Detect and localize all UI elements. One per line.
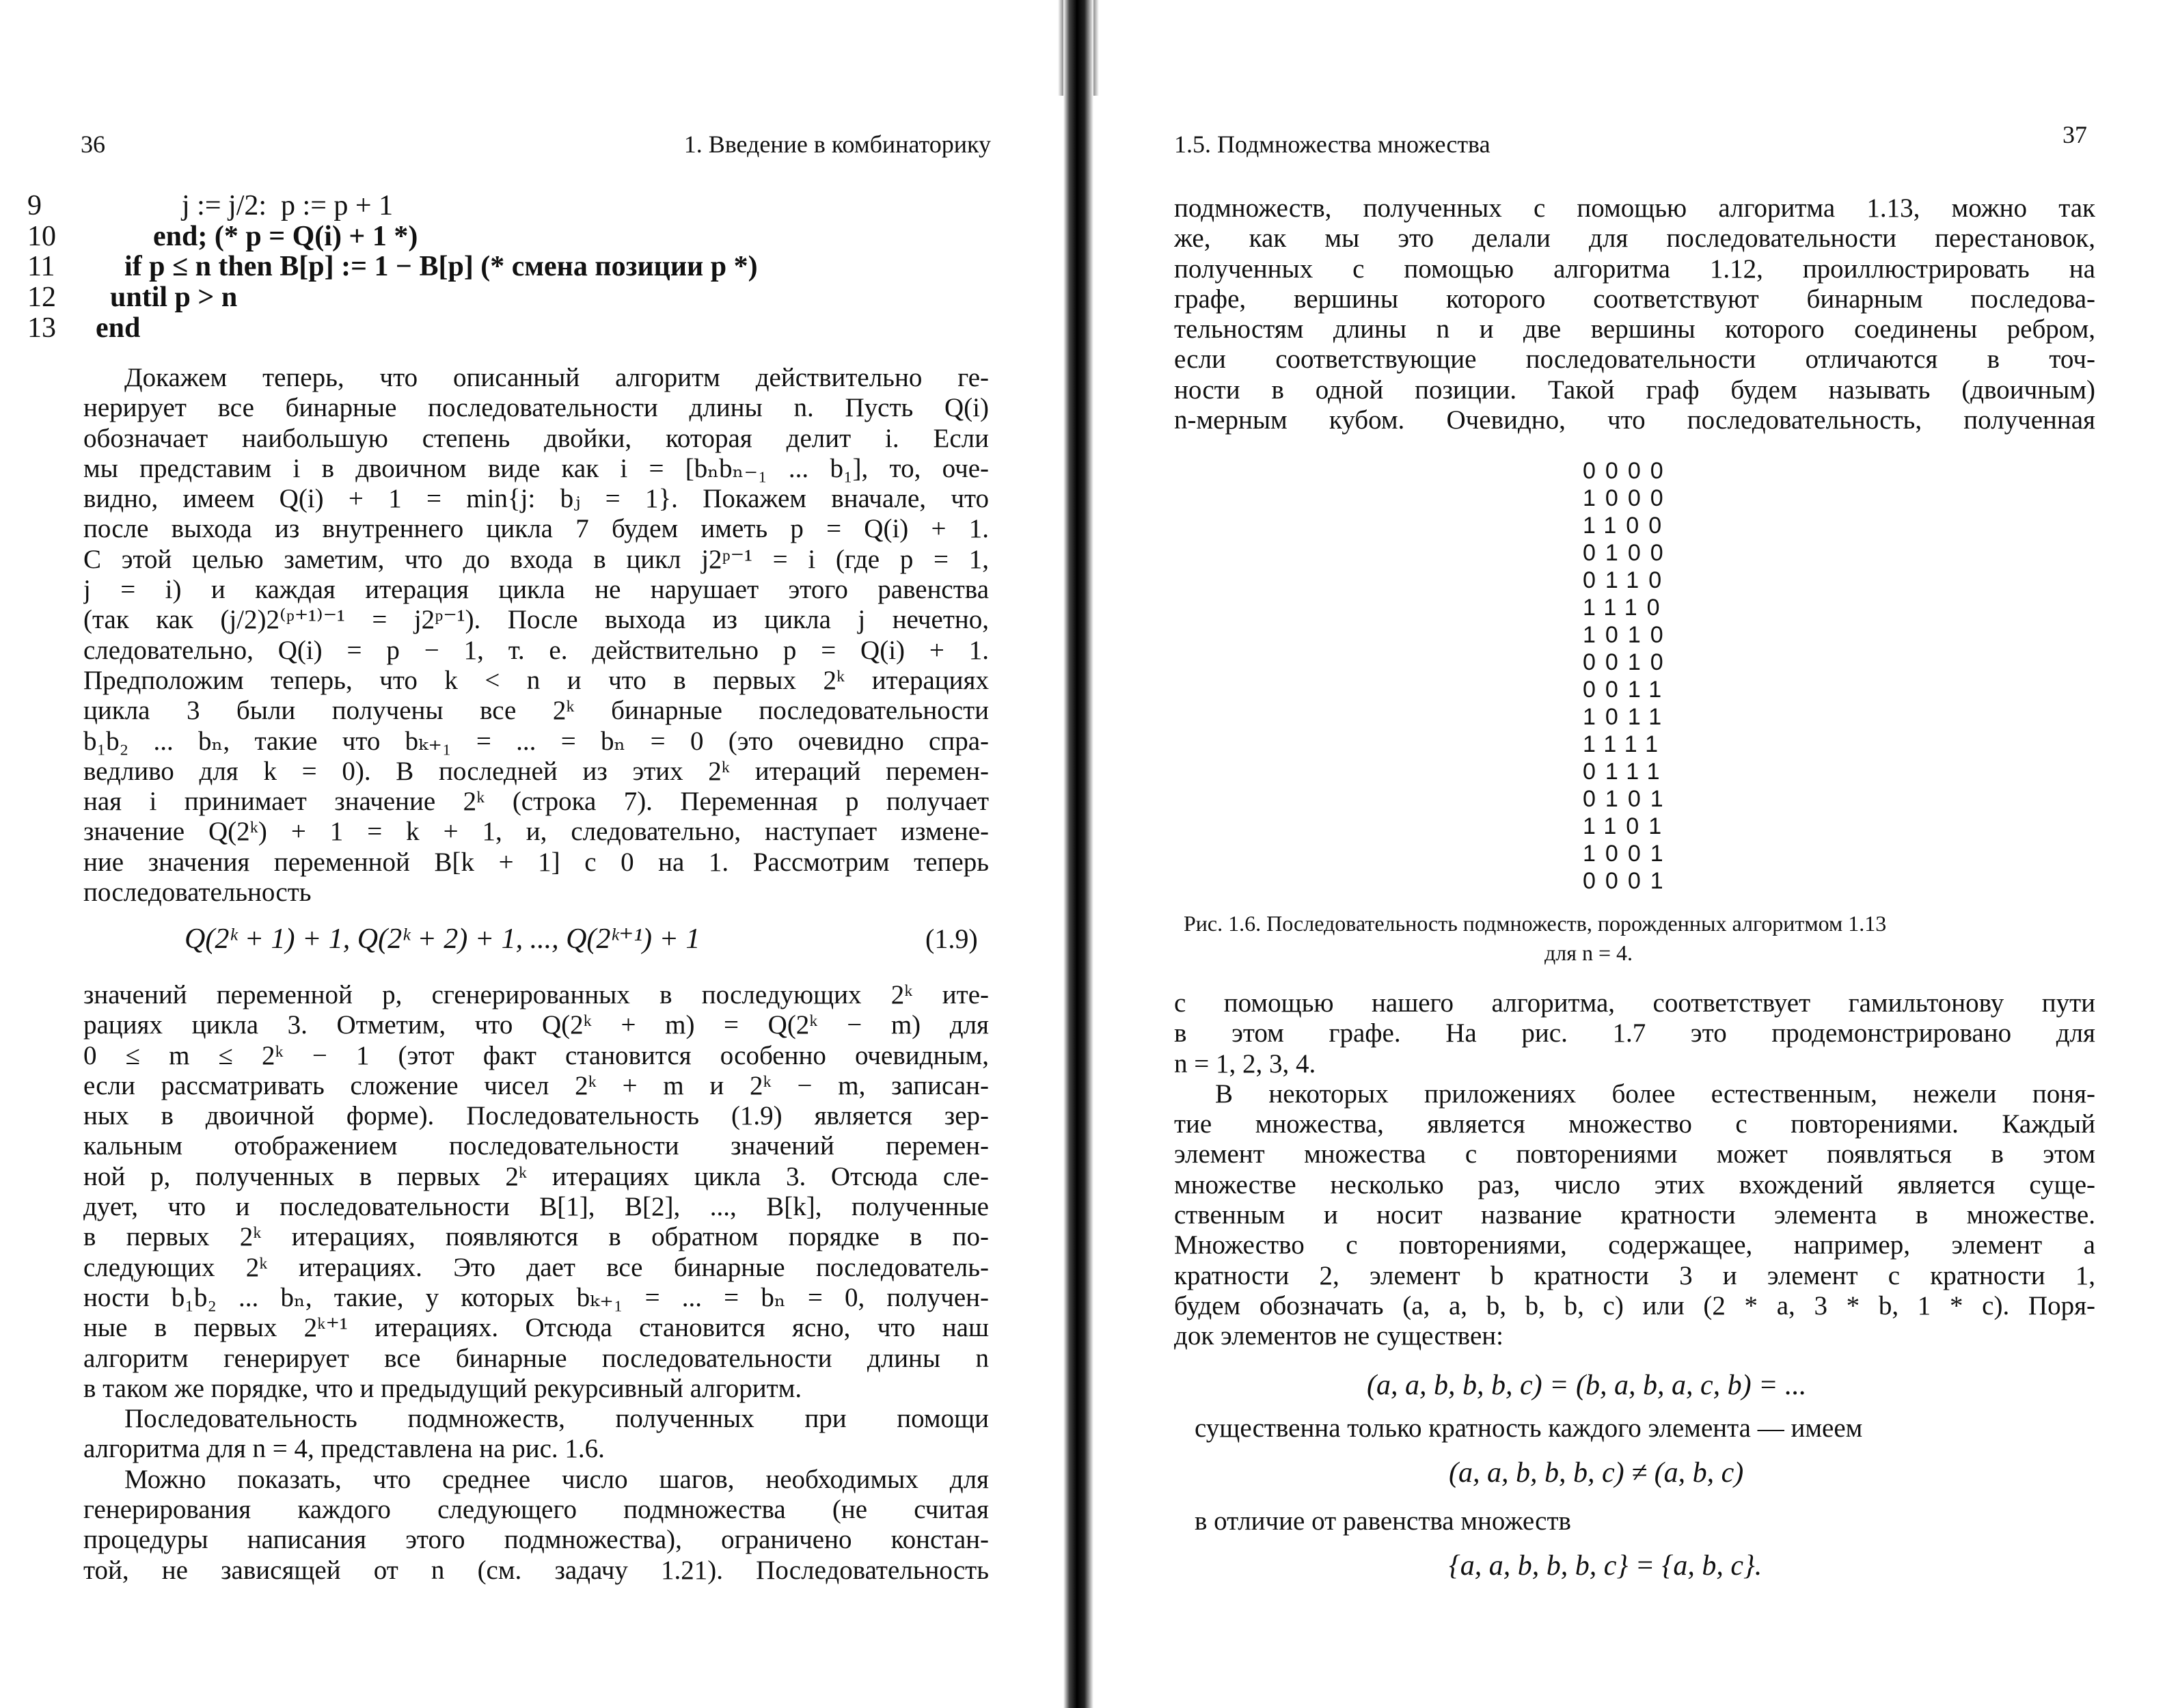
paragraph bbox=[1174, 193, 2095, 435]
figure-caption-continued: для n = 4. bbox=[1544, 940, 1633, 965]
text-line: в этом графе. На рис. 1.7 это продемонстрировано для bbox=[1174, 1018, 2095, 1048]
line-number: 13 bbox=[27, 312, 56, 344]
text-line: нерирует все бинарные последовательности длины n. Пусть Q(i) bbox=[83, 393, 989, 423]
text-line: дует, что и последовательности B[1], B[2], ..., B[k], полученные bbox=[83, 1192, 989, 1222]
text-line: ная i принимает значение 2ᵏ (строка 7). Переменная p получает bbox=[83, 787, 989, 817]
code-line bbox=[27, 191, 984, 221]
code-line bbox=[27, 282, 984, 313]
text-line: графе, вершины которого соответствуют бинарным последова- bbox=[1174, 284, 2095, 314]
text-line: значение Q(2ᵏ) + 1 = k + 1, и, следовательно, наступает измене- bbox=[83, 817, 989, 847]
text-line: ных в двоичной форме). Последовательность (1.9) является зер- bbox=[83, 1101, 989, 1131]
text-line: после выхода из внутреннего цикла 7 будем иметь p = Q(i) + 1. bbox=[83, 514, 989, 544]
text-line: ные в первых 2ᵏ⁺¹ итерациях. Отсюда становится ясно, что наш bbox=[83, 1313, 989, 1343]
text-line: n = 1, 2, 3, 4. bbox=[1174, 1048, 1316, 1079]
text-line: b₁b₂ ... bₙ, такие что bₖ₊₁ = ... = bₙ = 0 (это очевидно спра- bbox=[83, 726, 989, 756]
text-line: Последовательность подмножеств, полученных при помощи bbox=[124, 1404, 989, 1434]
left-page bbox=[0, 0, 1066, 1708]
binary-sequence-row: 1111 bbox=[1583, 731, 1668, 757]
binary-sequence-row: 1110 bbox=[1583, 595, 1670, 621]
text-line: рациях цикла 3. Отметим, что Q(2ᵏ + m) = Q(2ᵏ − m) для bbox=[83, 1010, 989, 1040]
text-line: док элементов не существен: bbox=[1174, 1321, 1503, 1351]
text-line: будем обозначать (a, a, b, b, b, c) или (2 * a, 3 * b, 1 * c). Поря- bbox=[1174, 1290, 2095, 1320]
text-line: в таком же порядке, что и предыдущий рекурсивный алгоритм. bbox=[83, 1373, 802, 1403]
text-line: если рассматривать сложение чисел 2ᵏ + m и 2ᵏ − m, записан- bbox=[83, 1070, 989, 1100]
line-number: 12 bbox=[27, 282, 56, 313]
binary-sequence-row: 0101 bbox=[1583, 786, 1673, 812]
equation-multiset-equal: (a, a, b, b, b, c) = (b, a, b, a, c, b) = ... bbox=[1367, 1370, 1807, 1401]
text-line: n-мерным кубом. Очевидно, что последовательность, полученная bbox=[1174, 405, 2095, 435]
text-line: значений переменной p, сгенерированных в последующих 2ᵏ ите- bbox=[83, 980, 989, 1009]
text-line: ведливо для k = 0). В последней из этих 2ᵏ итераций перемен- bbox=[83, 756, 989, 786]
text-line bbox=[1195, 1506, 2083, 1536]
binary-sequence-row: 1010 bbox=[1583, 622, 1673, 648]
text-line: существенна только кратность каждого элемента — имеем bbox=[1195, 1413, 1863, 1443]
line-number: 11 bbox=[27, 252, 55, 283]
text-line: следующих 2ᵏ итерациях. Это дает все бинарные последователь- bbox=[83, 1252, 989, 1282]
code-text: until p > n bbox=[96, 282, 238, 313]
text-line: кальным отображением последовательности значений перемен- bbox=[83, 1131, 989, 1161]
text-line: обозначает наибольшую степень двойки, которая делит i. Если bbox=[83, 423, 989, 453]
binary-sequence-row: 1011 bbox=[1583, 704, 1672, 730]
text-line: видно, имеем Q(i) + 1 = min{j: bⱼ = 1}. Покажем вначале, что bbox=[83, 484, 989, 514]
text-line: с помощью нашего алгоритма, соответствует гамильтонову пути bbox=[1174, 988, 2095, 1018]
code-text: end bbox=[96, 312, 141, 344]
text-line: множестве несколько раз, число этих вхождений является суще- bbox=[1174, 1169, 2095, 1199]
binary-sequence-row: 0111 bbox=[1583, 759, 1670, 785]
text-line: же, как мы это делали для последовательности перестановок, bbox=[1174, 223, 2095, 254]
page-number: 37 bbox=[2063, 121, 2087, 148]
text-line: алгоритм генерирует все бинарные последовательности длины n bbox=[83, 1343, 989, 1373]
text-line: если соответствующие последовательности отличаются в точ- bbox=[1174, 344, 2095, 375]
text-line: ственным и носит название кратности элемента в множестве. bbox=[1174, 1200, 2095, 1230]
equation-multiset-not-equal: (a, a, b, b, b, c) ≠ (a, b, c) bbox=[1449, 1457, 1744, 1489]
text-line: В некоторых приложениях более естественным, нежели поня- bbox=[1215, 1079, 2095, 1109]
line-number: 10 bbox=[27, 221, 56, 252]
running-head: 1.5. Подмножества множества bbox=[1174, 131, 1490, 158]
text-line: полученных с помощью алгоритма 1.12, проиллюстрировать на bbox=[1174, 254, 2095, 284]
figure-1-6-binary-sequence bbox=[1583, 457, 1673, 895]
binary-sequence-row: 0000 bbox=[1583, 458, 1673, 484]
binary-sequence-row: 0110 bbox=[1583, 567, 1672, 593]
binary-sequence-row: 0011 bbox=[1583, 677, 1672, 703]
text-line: процедуры написания этого подмножества), ограничено констан- bbox=[83, 1525, 989, 1555]
line-number: 9 bbox=[27, 191, 42, 221]
binary-sequence-row: 0100 bbox=[1583, 540, 1673, 566]
text-line: элемент множества с повторениями может появляться в этом bbox=[1174, 1139, 2095, 1169]
text-line: (так как (j/2)2⁽ᵖ⁺¹⁾⁻¹ = j2ᵖ⁻¹). После выхода из цикла j нечетно, bbox=[83, 605, 989, 635]
paragraph bbox=[1174, 988, 2095, 1352]
text-line bbox=[1195, 1413, 2083, 1443]
text-line: ной p, полученных в первых 2ᵏ итерациях цикла 3. Отсюда сле- bbox=[83, 1161, 989, 1191]
paragraph bbox=[83, 363, 989, 908]
equation-number: (1.9) bbox=[925, 923, 978, 954]
text-line: Предположим теперь, что k < n и что в первых 2ᵏ итерациях bbox=[83, 665, 989, 695]
binary-sequence-row: 0010 bbox=[1583, 649, 1673, 675]
text-line: цикла 3 были получены все 2ᵏ бинарные последовательности bbox=[83, 696, 989, 726]
paragraph bbox=[83, 980, 989, 1586]
running-head: 1. Введение в комбинаторику bbox=[683, 131, 991, 158]
text-line: генерирования каждого следующего подмножества (не считая bbox=[83, 1495, 989, 1525]
text-line: следовательно, Q(i) = p − 1, т. е. действительно p = Q(i) + 1. bbox=[83, 635, 989, 665]
text-line: ности b₁b₂ ... bₙ, такие, у которых bₖ₊₁ = ... = bₙ = 0, получен- bbox=[83, 1282, 989, 1312]
code-text: j := j/2: p := p + 1 bbox=[96, 191, 394, 221]
code-line bbox=[27, 313, 984, 344]
text-line: той, не зависящей от n (см. задачу 1.21). Последовательность bbox=[83, 1555, 989, 1585]
text-line: Можно показать, что среднее число шагов, необходимых для bbox=[124, 1464, 989, 1494]
right-page bbox=[1093, 0, 2178, 1708]
text-line: Докажем теперь, что описанный алгоритм действительно ге- bbox=[124, 363, 989, 392]
code-line bbox=[27, 221, 984, 252]
code-line bbox=[27, 252, 984, 282]
text-line: ние значения переменной B[k + 1] с 0 на 1. Рассмотрим теперь bbox=[83, 847, 989, 877]
binary-sequence-row: 1100 bbox=[1583, 513, 1672, 539]
text-line: подмножеств, полученных с помощью алгоритма 1.13, можно так bbox=[1174, 193, 2095, 223]
figure-caption: Рис. 1.6. Последовательность подмножеств, порожденных алгоритмом 1.13 bbox=[1184, 911, 1887, 936]
text-line: в отличие от равенства множеств bbox=[1195, 1506, 1571, 1536]
text-line: j = i) и каждая итерация цикла не нарушает этого равенства bbox=[83, 575, 989, 605]
text-line: 0 ≤ m ≤ 2ᵏ − 1 (этот факт становится особенно очевидным, bbox=[83, 1040, 989, 1070]
text-line: С этой целью заметим, что до входа в цикл j2ᵖ⁻¹ = i (где p = 1, bbox=[83, 544, 989, 574]
code-text: if p ≤ n then B[p] := 1 − B[p] (* смена позиции p *) bbox=[96, 252, 758, 283]
text-line: последовательность bbox=[83, 878, 312, 908]
text-line: тельностям длины n и две вершины которого соединены ребром, bbox=[1174, 314, 2095, 344]
equation-1-9: Q(2ᵏ + 1) + 1, Q(2ᵏ + 2) + 1, ..., Q(2ᵏ⁺¹) + 1 bbox=[185, 923, 700, 955]
equation-set-equal: {a, a, b, b, b, c} = {a, b, c}. bbox=[1449, 1550, 1762, 1582]
binary-sequence-row: 1000 bbox=[1583, 485, 1673, 511]
text-line: в первых 2ᵏ итерациях, появляются в обратном порядке в по- bbox=[83, 1222, 989, 1252]
binary-sequence-row: 0001 bbox=[1583, 868, 1673, 894]
code-text: end; (* p = Q(i) + 1 *) bbox=[96, 221, 418, 252]
binary-sequence-row: 1101 bbox=[1583, 813, 1672, 839]
text-line: тие множества, является множество с повторениями. Каждый bbox=[1174, 1109, 2095, 1139]
binary-sequence-row: 1001 bbox=[1583, 841, 1673, 867]
text-line: кратности 2, элемент b кратности 3 и элемент c кратности 1, bbox=[1174, 1260, 2095, 1290]
text-line: Множество с повторениями, содержащее, например, элемент a bbox=[1174, 1230, 2095, 1260]
text-line: мы представим i в двоичном виде как i = [bₙbₙ₋₁ ... b₁], то, оче- bbox=[83, 453, 989, 483]
page-number: 36 bbox=[81, 131, 105, 158]
book-binding-gutter bbox=[1063, 0, 1093, 1708]
text-line: алгоритма для n = 4, представлена на рис. 1.6. bbox=[83, 1434, 605, 1464]
text-line: ности в одной позиции. Такой граф будем называть (двоичным) bbox=[1174, 375, 2095, 405]
algorithm-listing bbox=[27, 191, 984, 343]
